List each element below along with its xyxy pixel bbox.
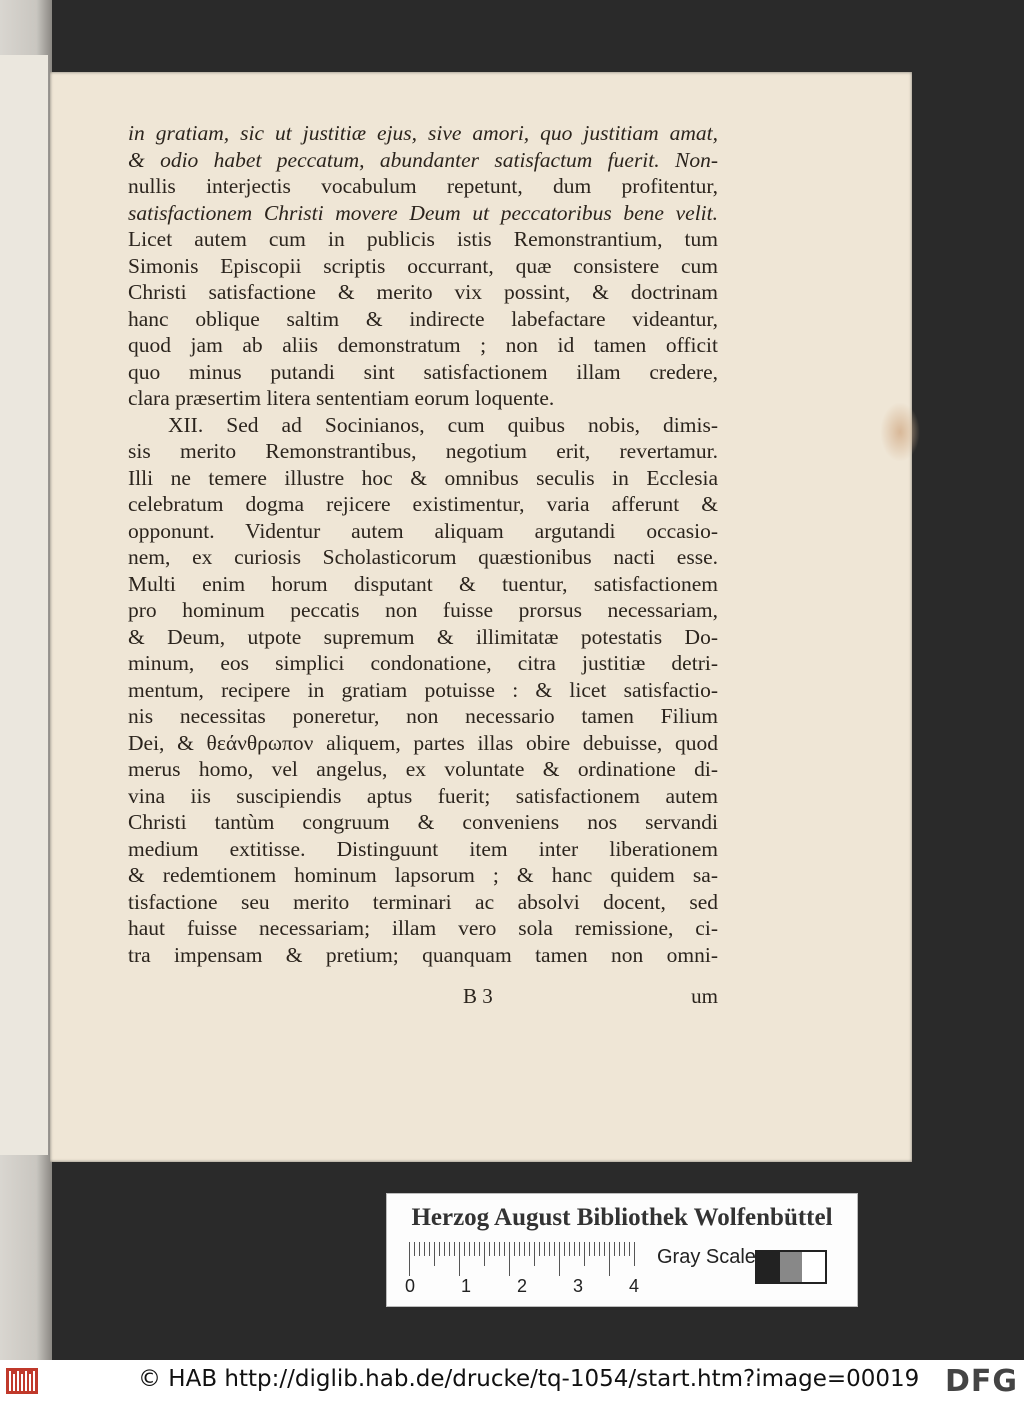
text-line: & odio habet peccatum, abundanter satisfactum fuerit. Non- — [128, 147, 718, 172]
text-line: pro hominum peccatis non fuisse prorsus necessariam, — [128, 598, 718, 622]
ruler-tick — [464, 1242, 465, 1256]
text-line: Illi ne temere illustre hoc & omnibus seculis in Ecclesia — [128, 465, 718, 490]
page-footer — [128, 984, 718, 1010]
credit-bar — [0, 1360, 1024, 1402]
ruler-number: 3 — [573, 1276, 584, 1296]
signature-mark: B 3 — [463, 984, 493, 1008]
text-line: quo minus putandi sint satisfactionem illam credere, — [128, 359, 718, 384]
text-line: satisfactionem Christi movere Deum ut peccatoribus bene velit. — [128, 200, 718, 225]
ruler-tick — [614, 1242, 615, 1256]
ruler-tick — [514, 1242, 515, 1256]
ruler-tick — [439, 1242, 440, 1256]
ruler-tick — [624, 1242, 625, 1256]
ruler-tick — [424, 1242, 425, 1256]
text-line: XII. Sed ad Socinianos, cum quibus nobis, dimis- — [168, 412, 718, 437]
ruler-tick — [434, 1242, 435, 1266]
ruler-tick — [479, 1242, 480, 1256]
ruler-tick — [534, 1242, 535, 1266]
text-line: Simonis Episcopii scriptis occurrant, quæ consistere cum — [128, 253, 718, 278]
ruler-tick — [629, 1242, 630, 1256]
hab-logo-icon — [6, 1368, 38, 1394]
ruler-tick — [429, 1242, 430, 1256]
text-line: nis necessitas poneretur, non necessario tamen Filium — [128, 704, 718, 728]
ruler-tick — [469, 1242, 470, 1256]
ruler-tick — [589, 1242, 590, 1256]
ruler-tick — [484, 1242, 485, 1266]
ruler-tick — [454, 1242, 455, 1256]
ruler-tick — [489, 1242, 490, 1256]
text-line: quod jam ab aliis demonstratum ; non id tamen officit — [128, 333, 718, 357]
text-line: tisfactione seu merito terminari ac absolvi docent, sed — [128, 889, 718, 914]
ruler-numbers — [405, 1276, 655, 1298]
ruler-tick — [519, 1242, 520, 1256]
text-line: hanc oblique saltim & indirecte labefactare videantur, — [128, 306, 718, 331]
text-line: Licet autem cum in publicis istis Remonstrantium, tum — [128, 227, 718, 251]
adjacent-page-edge — [0, 0, 52, 1360]
catchword: um — [691, 984, 718, 1008]
ruler-tick — [444, 1242, 445, 1256]
ruler-tick — [604, 1242, 605, 1256]
ruler-tick — [559, 1242, 560, 1276]
ruler-number: 0 — [405, 1276, 416, 1296]
ruler-tick — [474, 1242, 475, 1256]
library-name: Herzog August Bibliothek Wolfenbüttel — [411, 1204, 833, 1231]
gray-swatch — [757, 1252, 780, 1282]
ruler-tick — [574, 1242, 575, 1256]
adjacent-page — [0, 55, 48, 1155]
text-line: Christi tantùm congruum & conveniens nos servandi — [128, 810, 718, 834]
ruler-scale — [409, 1242, 639, 1276]
color-ruler-card — [386, 1193, 858, 1307]
text-line: Dei, & θεάνθρωπον aliquem, partes illas obire debuisse, quod — [128, 730, 718, 755]
text-line: opponunt. Videntur autem aliquam argutandi occasio- — [128, 518, 718, 543]
ruler-tick — [524, 1242, 525, 1256]
text-line: Christi satisfactione & merito vix possint, & doctrinam — [128, 280, 718, 304]
ruler-tick — [609, 1242, 610, 1276]
scanned-page — [50, 72, 912, 1162]
text-line: mentum, recipere in gratiam potuisse : & licet satisfactio- — [128, 677, 718, 702]
text-line: sis merito Remonstrantibus, negotium erit, revertamur. — [128, 439, 718, 463]
text-line: Multi enim horum disputant & tuentur, satisfactionem — [128, 571, 718, 596]
text-line: nullis interjectis vocabulum repetunt, dum profitentur, — [128, 174, 718, 198]
page-text — [128, 120, 718, 968]
ruler-tick — [554, 1242, 555, 1256]
copyright-url: © HAB http://diglib.hab.de/drucke/tq-1054/start.htm?image=00019 — [138, 1366, 920, 1392]
gray-swatch — [780, 1252, 803, 1282]
dfg-logo: DFG — [944, 1364, 1018, 1399]
ruler-number: 2 — [517, 1276, 528, 1296]
ruler-tick — [409, 1242, 410, 1276]
ruler-tick — [494, 1242, 495, 1256]
ruler-tick — [549, 1242, 550, 1256]
text-line: merus homo, vel angelus, ex voluntate & ordinatione di- — [128, 757, 718, 781]
ruler-tick — [509, 1242, 510, 1276]
ruler-tick — [414, 1242, 415, 1256]
paper-stain — [880, 402, 920, 462]
text-line: clara præsertim litera sententiam eorum loquente. — [128, 386, 555, 410]
ruler-number: 1 — [461, 1276, 472, 1296]
text-line: & redemtionem hominum lapsorum ; & hanc quidem sa- — [128, 863, 718, 887]
ruler-tick — [579, 1242, 580, 1256]
ruler-tick — [564, 1242, 565, 1256]
ruler-tick — [529, 1242, 530, 1256]
text-line: minum, eos simplici condonatione, citra justitiæ detri- — [128, 651, 718, 675]
text-line: & Deum, utpote supremum & illimitatæ potestatis Do- — [128, 624, 718, 649]
text-line: vina iis suscipiendis aptus fuerit; satisfactionem autem — [128, 783, 718, 808]
ruler-tick — [634, 1242, 635, 1266]
ruler-tick — [544, 1242, 545, 1256]
gray-scale-swatch — [755, 1250, 827, 1284]
ruler-tick — [539, 1242, 540, 1256]
gray-scale-label: Gray Scale — [657, 1246, 756, 1268]
text-line: tra impensam & pretium; quanquam tamen non omni- — [128, 942, 718, 967]
gray-swatch — [802, 1252, 825, 1282]
text-line: medium extitisse. Distinguunt item inter liberationem — [128, 836, 718, 861]
ruler-tick — [584, 1242, 585, 1266]
ruler-tick — [419, 1242, 420, 1256]
text-line: haut fuisse necessariam; illam vero sola remissione, ci- — [128, 916, 718, 940]
ruler-tick — [619, 1242, 620, 1256]
ruler-tick — [504, 1242, 505, 1256]
ruler-tick — [459, 1242, 460, 1276]
text-line: in gratiam, sic ut justitiæ ejus, sive amori, quo justitiam amat, — [128, 121, 718, 145]
ruler-number: 4 — [629, 1276, 640, 1296]
text-line: nem, ex curiosis Scholasticorum quæstionibus nacti esse. — [128, 545, 718, 569]
text-line: celebratum dogma rejicere existimentur, varia afferunt & — [128, 492, 718, 516]
ruler-tick — [499, 1242, 500, 1256]
ruler-tick — [599, 1242, 600, 1256]
ruler-tick — [569, 1242, 570, 1256]
ruler-tick — [449, 1242, 450, 1256]
ruler-tick — [594, 1242, 595, 1256]
